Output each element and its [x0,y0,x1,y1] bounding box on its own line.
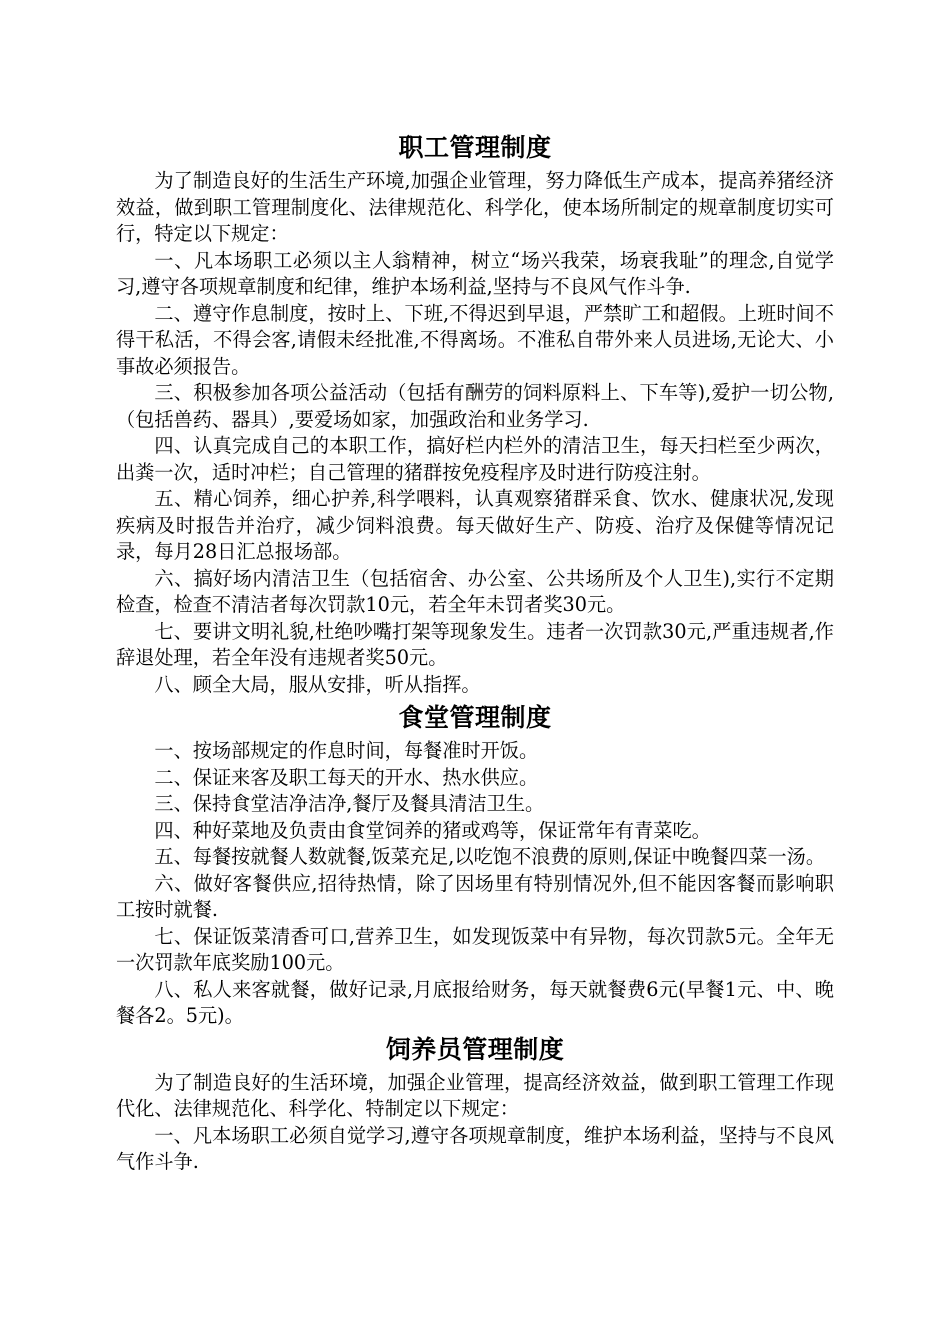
paragraph: 七、保证饭菜清香可口,营养卫生，如发现饭菜中有异物，每次罚款5元。全年无一次罚款年底奖励100元。 [116,924,834,974]
section-feeder-rules [116,1030,834,1176]
paragraph: 二、遵守作息制度，按时上、下班,不得迟到早退，严禁旷工和超假。上班时间不得干私活，不得会客,请假未经批准,不得离场。不准私自带外来人员进场,无论大、小事故必须报告。 [116,301,834,378]
section-title: 职工管理制度 [398,133,552,162]
paragraph: 八、顾全大局，服从安排，听从指挥。 [154,672,481,696]
paragraph: 一、凡本场职工必须自觉学习,遵守各项规章制度，维护本场利益，坚持与不良风气作斗争. [116,1123,834,1173]
document-page [116,128,834,1176]
paragraph: 三、保持食堂洁净洁净,餐厅及餐具清洁卫生。 [154,792,545,815]
paragraph: 一、按场部规定的作息时间，每餐准时开饭。 [154,739,539,762]
paragraph: 八、私人来客就餐，做好记录,月底报给财务，每天就餐费6元(早餐1元、中、晚餐各2。5元)。 [116,977,834,1027]
paragraph: 一、凡本场职工必须以主人翁精神，树立“场兴我荣，场衰我耻”的理念,自觉学习,遵守各项规章制度和纪律，维护本场利益,坚持与不良风气作斗争. [116,248,834,298]
paragraph: 二、保证来客及职工每天的开水、热水供应。 [154,765,539,789]
section-staff-rules [116,128,834,698]
paragraph: 五、每餐按就餐人数就餐,饭菜充足,以吃饱不浪费的原则,保证中晚餐四菜一汤。 [154,845,826,868]
section-title: 食堂管理制度 [398,703,552,732]
paragraph: 五、精心饲养，细心护养,科学喂料，认真观察猪群采食、饮水、健康状况,发现疾病及时报告并治疗，减少饲料浪费。每天做好生产、防疫、治疗及保健等情况记录，每月28日汇总报场部。 [116,487,834,563]
paragraph: 四、认真完成自己的本职工作，搞好栏内栏外的清洁卫生，每天扫栏至少两次，出粪一次，适时冲栏；自己管理的猪群按免疫程序及时进行防疫注射。 [116,434,834,484]
paragraph: 六、搞好场内清洁卫生（包括宿舍、办公室、公共场所及个人卫生),实行不定期检查，检查不清洁者每次罚款10元，若全年未罚者奖30元。 [116,566,834,616]
paragraph: 四、种好菜地及负责由食堂饲养的猪或鸡等，保证常年有青菜吃。 [154,818,711,842]
section-canteen-rules [116,698,834,1030]
paragraph: 三、积极参加各项公益活动（包括有酬劳的饲料原料上、下车等),爱护一切公物,（包括兽药、器具）,要爱场如家，加强政治和业务学习. [116,381,834,431]
section-title: 饲养员管理制度 [385,1034,565,1064]
paragraph: 六、做好客餐供应,招待热情，除了因场里有特别情况外,但不能因客餐而影响职工按时就餐. [116,871,834,921]
paragraph: 为了制造良好的生活生产环境,加强企业管理，努力降低生产成本，提高养猪经济效益，做到职工管理制度化、法律规范化、科学化，使本场所制定的规章制度切实可行，特定以下规定： [116,169,834,245]
paragraph: 为了制造良好的生活环境，加强企业管理，提高经济效益，做到职工管理工作现代化、法律规范化、科学化、特制定以下规定： [116,1070,834,1120]
paragraph: 七、要讲文明礼貌,杜绝吵嘴打架等现象发生。违者一次罚款30元,严重违规者,作辞退处理，若全年没有违规者奖50元。 [116,619,834,669]
